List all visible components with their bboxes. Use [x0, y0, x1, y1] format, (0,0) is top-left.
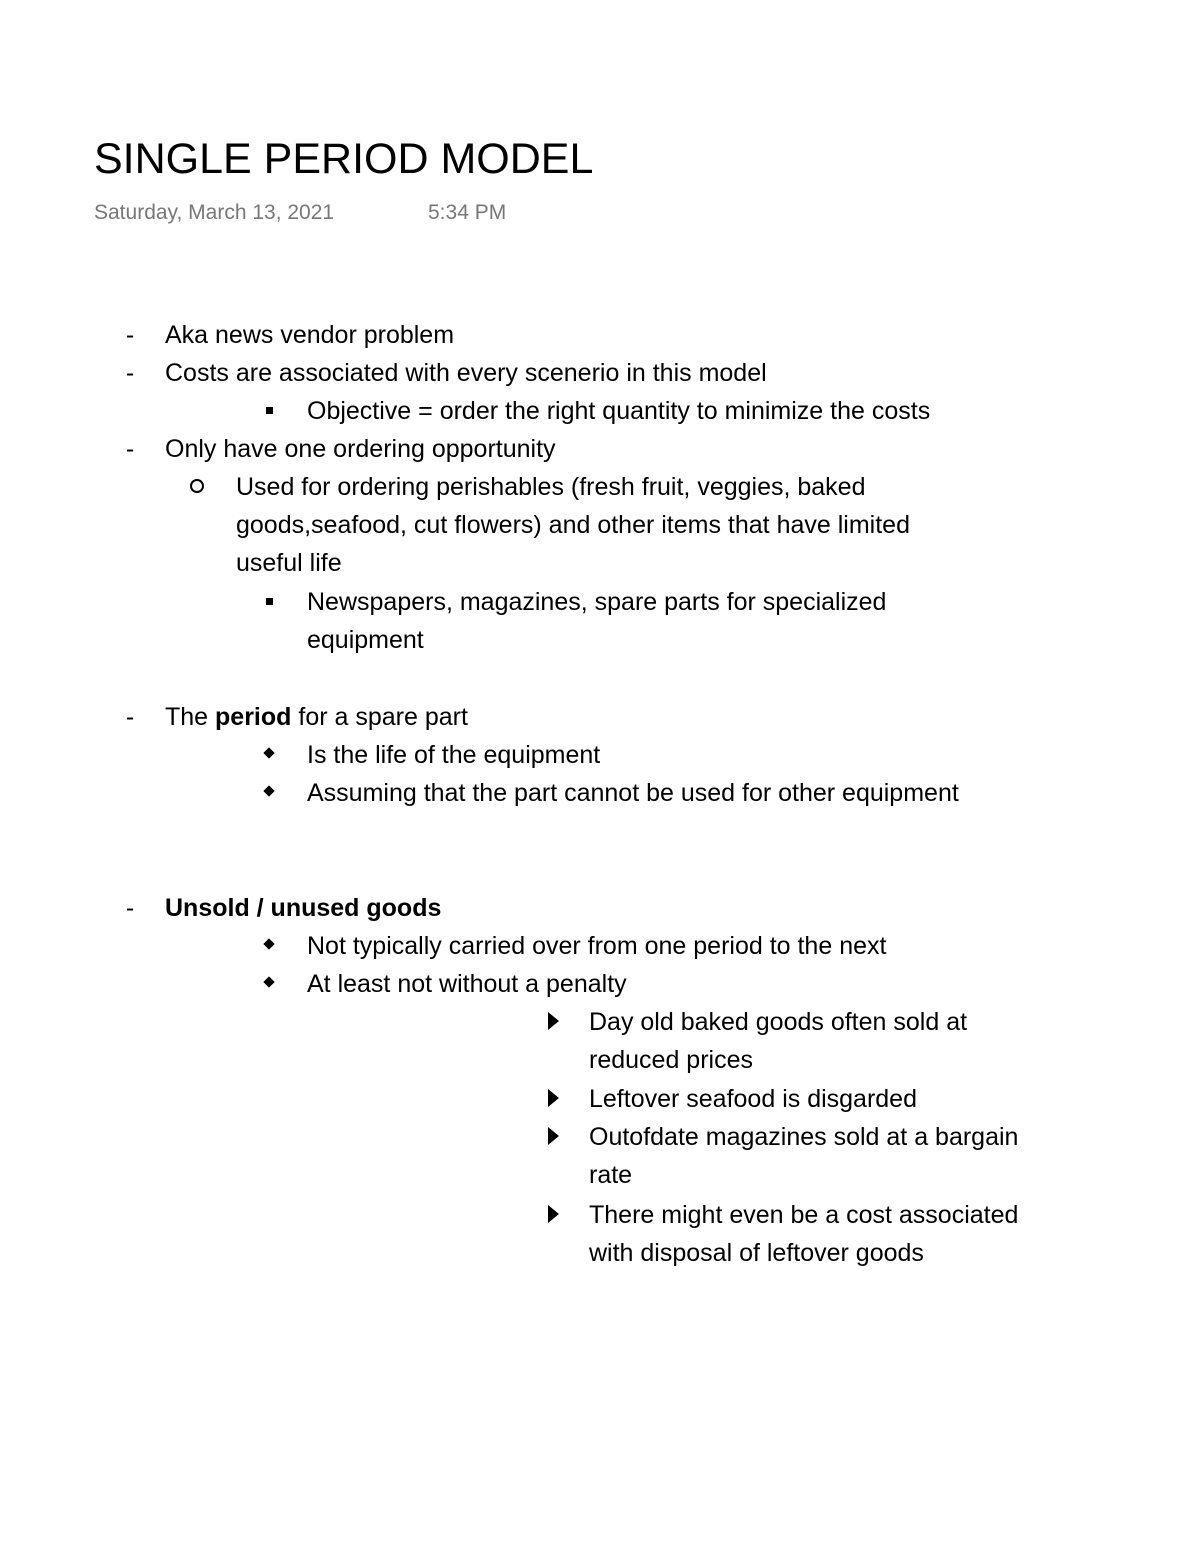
note-line-magazines: Outofdate magazines sold at a bargain [589, 1123, 1019, 1151]
note-line-not-carried: Not typically carried over from one period to the next [307, 932, 887, 960]
note-line-day-old: Day old baked goods often sold at [589, 1008, 968, 1036]
note-line-day-old-cont: reduced prices [589, 1046, 753, 1074]
note-line-unsold: Unsold / unused goods [165, 894, 442, 922]
note-line-assuming: Assuming that the part cannot be used for other equipment [307, 779, 959, 807]
triangle-bullet-icon [541, 1118, 565, 1156]
triangle-bullet-icon [541, 1080, 565, 1118]
note-line-examples: Newspapers, magazines, spare parts for specialized [307, 588, 887, 616]
diamond-bullet-icon [257, 927, 281, 965]
note-line-perishables-cont: useful life [236, 549, 342, 577]
note-line-objective: Objective = order the right quantity to minimize the costs [307, 397, 931, 425]
note-line-disposal: There might even be a cost associated [589, 1201, 1019, 1229]
note-line-one-opportunity: Only have one ordering opportunity [165, 435, 556, 463]
diamond-bullet-icon [257, 965, 281, 1003]
note-line-aka: Aka news vendor problem [165, 321, 455, 349]
note-line-costs: Costs are associated with every scenerio in this model [165, 359, 767, 387]
note-line-period [165, 698, 468, 736]
note-line-seafood: Leftover seafood is disgarded [589, 1085, 917, 1113]
period-bold-text: period [215, 703, 292, 731]
square-bullet-icon [257, 392, 281, 430]
square-bullet-icon [257, 583, 281, 621]
note-line-perishables: Used for ordering perishables (fresh fruit, veggies, baked [236, 473, 866, 501]
diamond-bullet-icon [257, 774, 281, 812]
circle-bullet-icon [185, 468, 209, 506]
dash-bullet: - [125, 894, 135, 922]
dash-bullet: - [125, 435, 135, 463]
page-date: Saturday, March 13, 2021 [94, 201, 335, 224]
note-line-penalty: At least not without a penalty [307, 970, 627, 998]
period-post-text: for a spare part [291, 703, 468, 731]
note-line-magazines-cont: rate [589, 1161, 633, 1189]
diamond-bullet-icon [257, 736, 281, 774]
page-title: SINGLE PERIOD MODEL [94, 135, 594, 183]
note-line-examples-cont: equipment [307, 626, 424, 654]
dash-bullet: - [125, 703, 135, 731]
period-pre-text: The [165, 703, 216, 731]
note-line-perishables-cont: goods,seafood, cut flowers) and other items that have limited [236, 511, 910, 539]
dash-bullet: - [125, 321, 135, 349]
note-line-life: Is the life of the equipment [307, 741, 601, 769]
triangle-bullet-icon [541, 1003, 565, 1041]
page-time: 5:34 PM [428, 201, 507, 224]
dash-bullet: - [125, 359, 135, 387]
triangle-bullet-icon [541, 1196, 565, 1234]
note-line-disposal-cont: with disposal of leftover goods [589, 1239, 924, 1267]
